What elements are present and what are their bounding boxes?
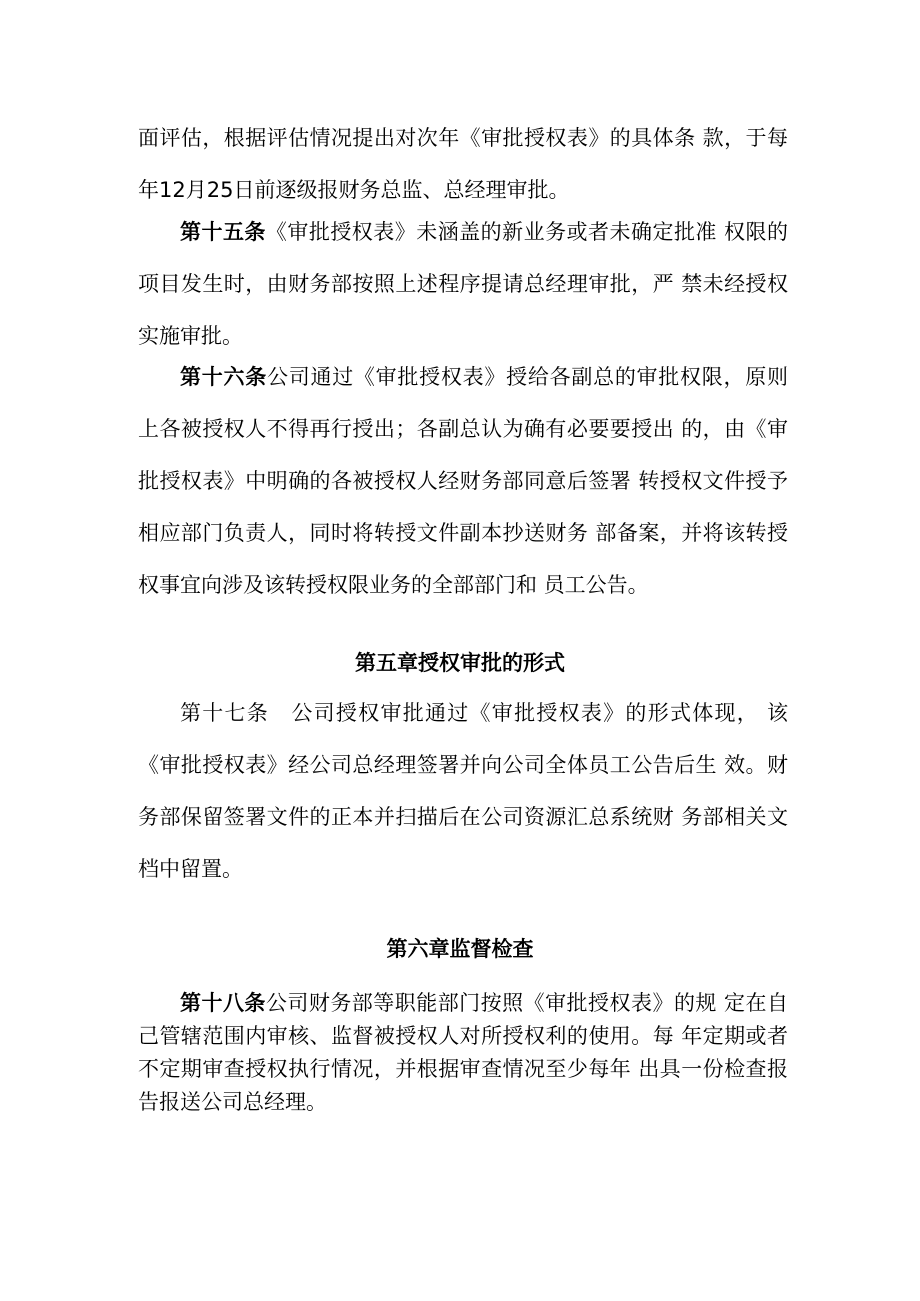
article-18-text: 公司财务部等职能部门按照《审批授权表》的规 定在自己管辖范围内审核、监督被授权人对所授权利的使用。每 年定期或者不定期审查授权执行情况，并根据审查情况至少每年 出具一份检查报告报送公司总经理。 xyxy=(138,991,788,1114)
article-18-paragraph xyxy=(138,987,788,1119)
chapter-6-heading: 第六章监督检查 xyxy=(386,937,534,961)
article-17-text: 公司授权审批通过《审批授权表》的形式体现， 该《审批授权表》经公司总经理签署并向公司全体员工公告后生 效。财务部保留签署文件的正本并扫描后在公司资源汇总系统财 务部相关文档中留置。 xyxy=(138,701,789,881)
article-16-label: 第十六条 xyxy=(180,365,267,389)
article-17-label: 第十七条 xyxy=(180,701,270,725)
continuation-paragraph: 面评估，根据评估情况提出对次年《审批授权表》的具体条 款，于每年12月25日前逐级报财务总监、总经理审批。 xyxy=(138,126,788,202)
article-16-paragraph xyxy=(138,351,788,611)
article-18-label: 第十八条 xyxy=(180,991,266,1015)
article-17-paragraph xyxy=(138,687,788,895)
article-15-label: 第十五条 xyxy=(180,220,266,244)
chapter-5-heading: 第五章授权审批的形式 xyxy=(355,651,565,675)
article-15-paragraph xyxy=(138,206,788,362)
article-15-text: 《审批授权表》未涵盖的新业务或者未确定批准 权限的项目发生时，由财务部按照上述程序提请总经理审批，严 禁未经授权实施审批。 xyxy=(138,220,788,348)
article-16-text: 公司通过《审批授权表》授给各副总的审批权限，原则上各被授权人不得再行授出；各副总认为确有必要要授出 的，由《审批授权表》中明确的各被授权人经财务部同意后签署 转授权文件授予相应部门负责人，同时将转授文件副本抄送财务 部备案，并将该转授权事宜向涉及该转授权限业务的全部部门和 员工公告。 xyxy=(138,365,789,597)
